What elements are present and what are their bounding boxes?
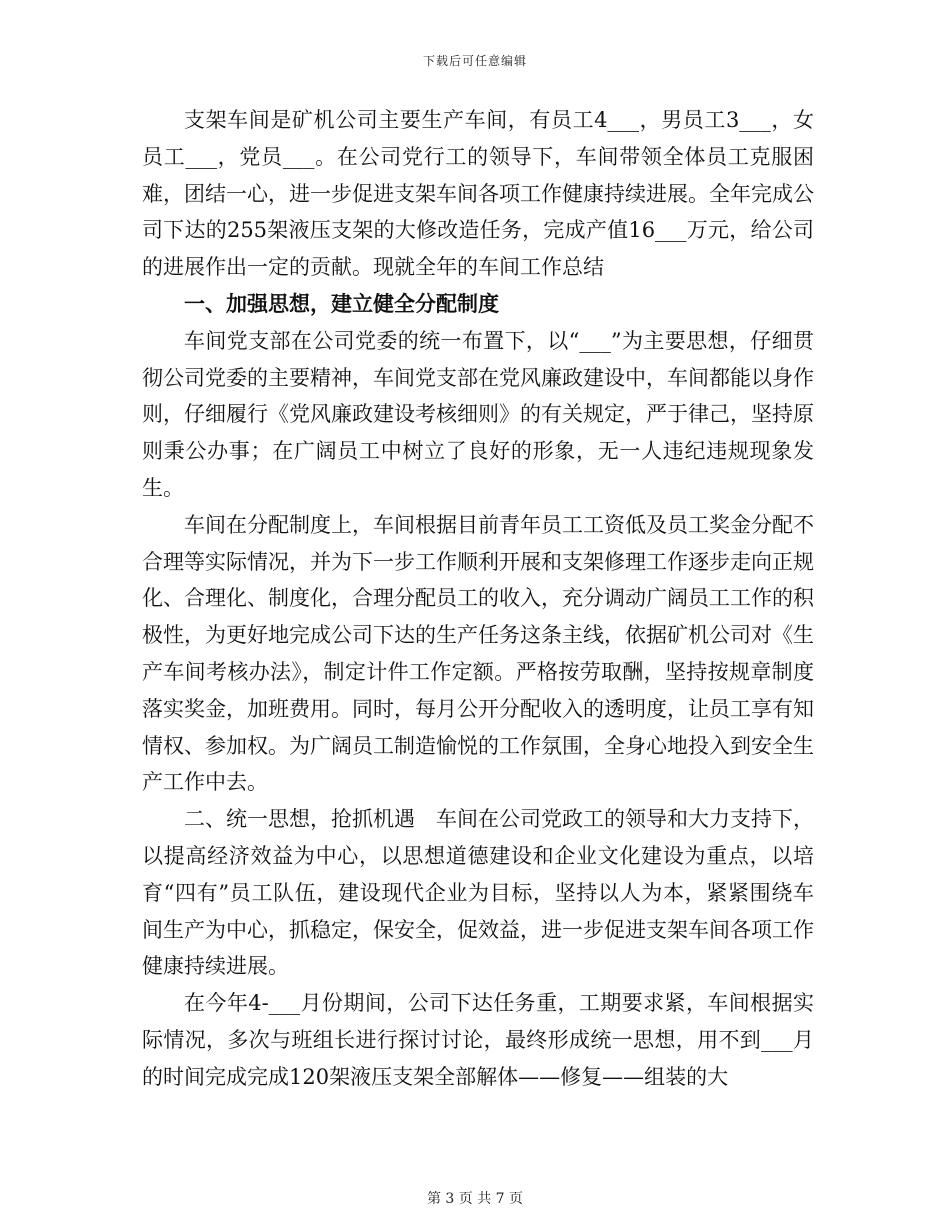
page-number: 第 3 页 共 7 页 [426,1191,524,1207]
paragraph-distribution: 车间在分配制度上，车间根据目前青年员工工资低及员工奖金分配不合理等实际情况，并为下一步工作顺利开展和支架修理工作逐步走向正规化、合理化、制度化，合理分配员工的收入，充分调动广阔员工工作的积极性，为更好地完成公司下达的生产任务这条主线，依据矿机公司对《生产车间考核办法》，制定计件工作定额。严格按劳取酬，坚持按规章制度落实奖金，加班费用。同时，每月公开分配收入的透明度，让员工享有知情权、参加权。为广阔员工制造愉悦的工作氛围，全身心地投入到安全生产工作中去。 [142,512,814,795]
section-heading-1: 一、加强思想，建立健全分配制度 [184,290,499,316]
paragraph-task-period: 在今年4-___月份期间，公司下达任务重，工期要求紧，车间根据实际情况，多次与班组长进行探讨讨论，最终形成统一思想，用不到___月的时间完成完成120架液压支架全部解体——修复——组装的大 [142,991,814,1089]
page-header-note: 下载后可任意编辑 [422,54,527,68]
paragraph-intro: 支架车间是矿机公司主要生产车间，有员工4___，男员工3___，女员工___，党员___。在公司党行工的领导下，车间带领全体员工克服困难，团结一心，进一步促进支架车间各项工作健康持续进展。全年完成公司下达的255架液压支架的大修改造任务，完成产值16___万元，给公司的进展作出一定的贡献。现就全年的车间工作总结 [142,108,814,280]
paragraph-party-branch: 车间党支部在公司党委的统一布置下，以“___”为主要思想，仔细贯彻公司党委的主要精神，车间党支部在党风廉政建设中，车间都能以身作则，仔细履行《党风廉政建设考核细则》的有关规定，严于律己，坚持原则秉公办事；在广阔员工中树立了良好的形象，无一人违纪违规现象发生。 [142,328,814,500]
document-body [142,102,814,1096]
paragraph-section-2: 二、统一思想，抢抓机遇 车间在公司党政工的领导和大力支持下，以提高经济效益为中心，以思想道德建设和企业文化建设为重点，以培育“四有”员工队伍，建设现代企业为目标，坚持以人为本，紧紧围绕车间生产为中心，抓稳定，保安全，促效益，进一步促进支架车间各项工作健康持续进展。 [142,807,814,979]
